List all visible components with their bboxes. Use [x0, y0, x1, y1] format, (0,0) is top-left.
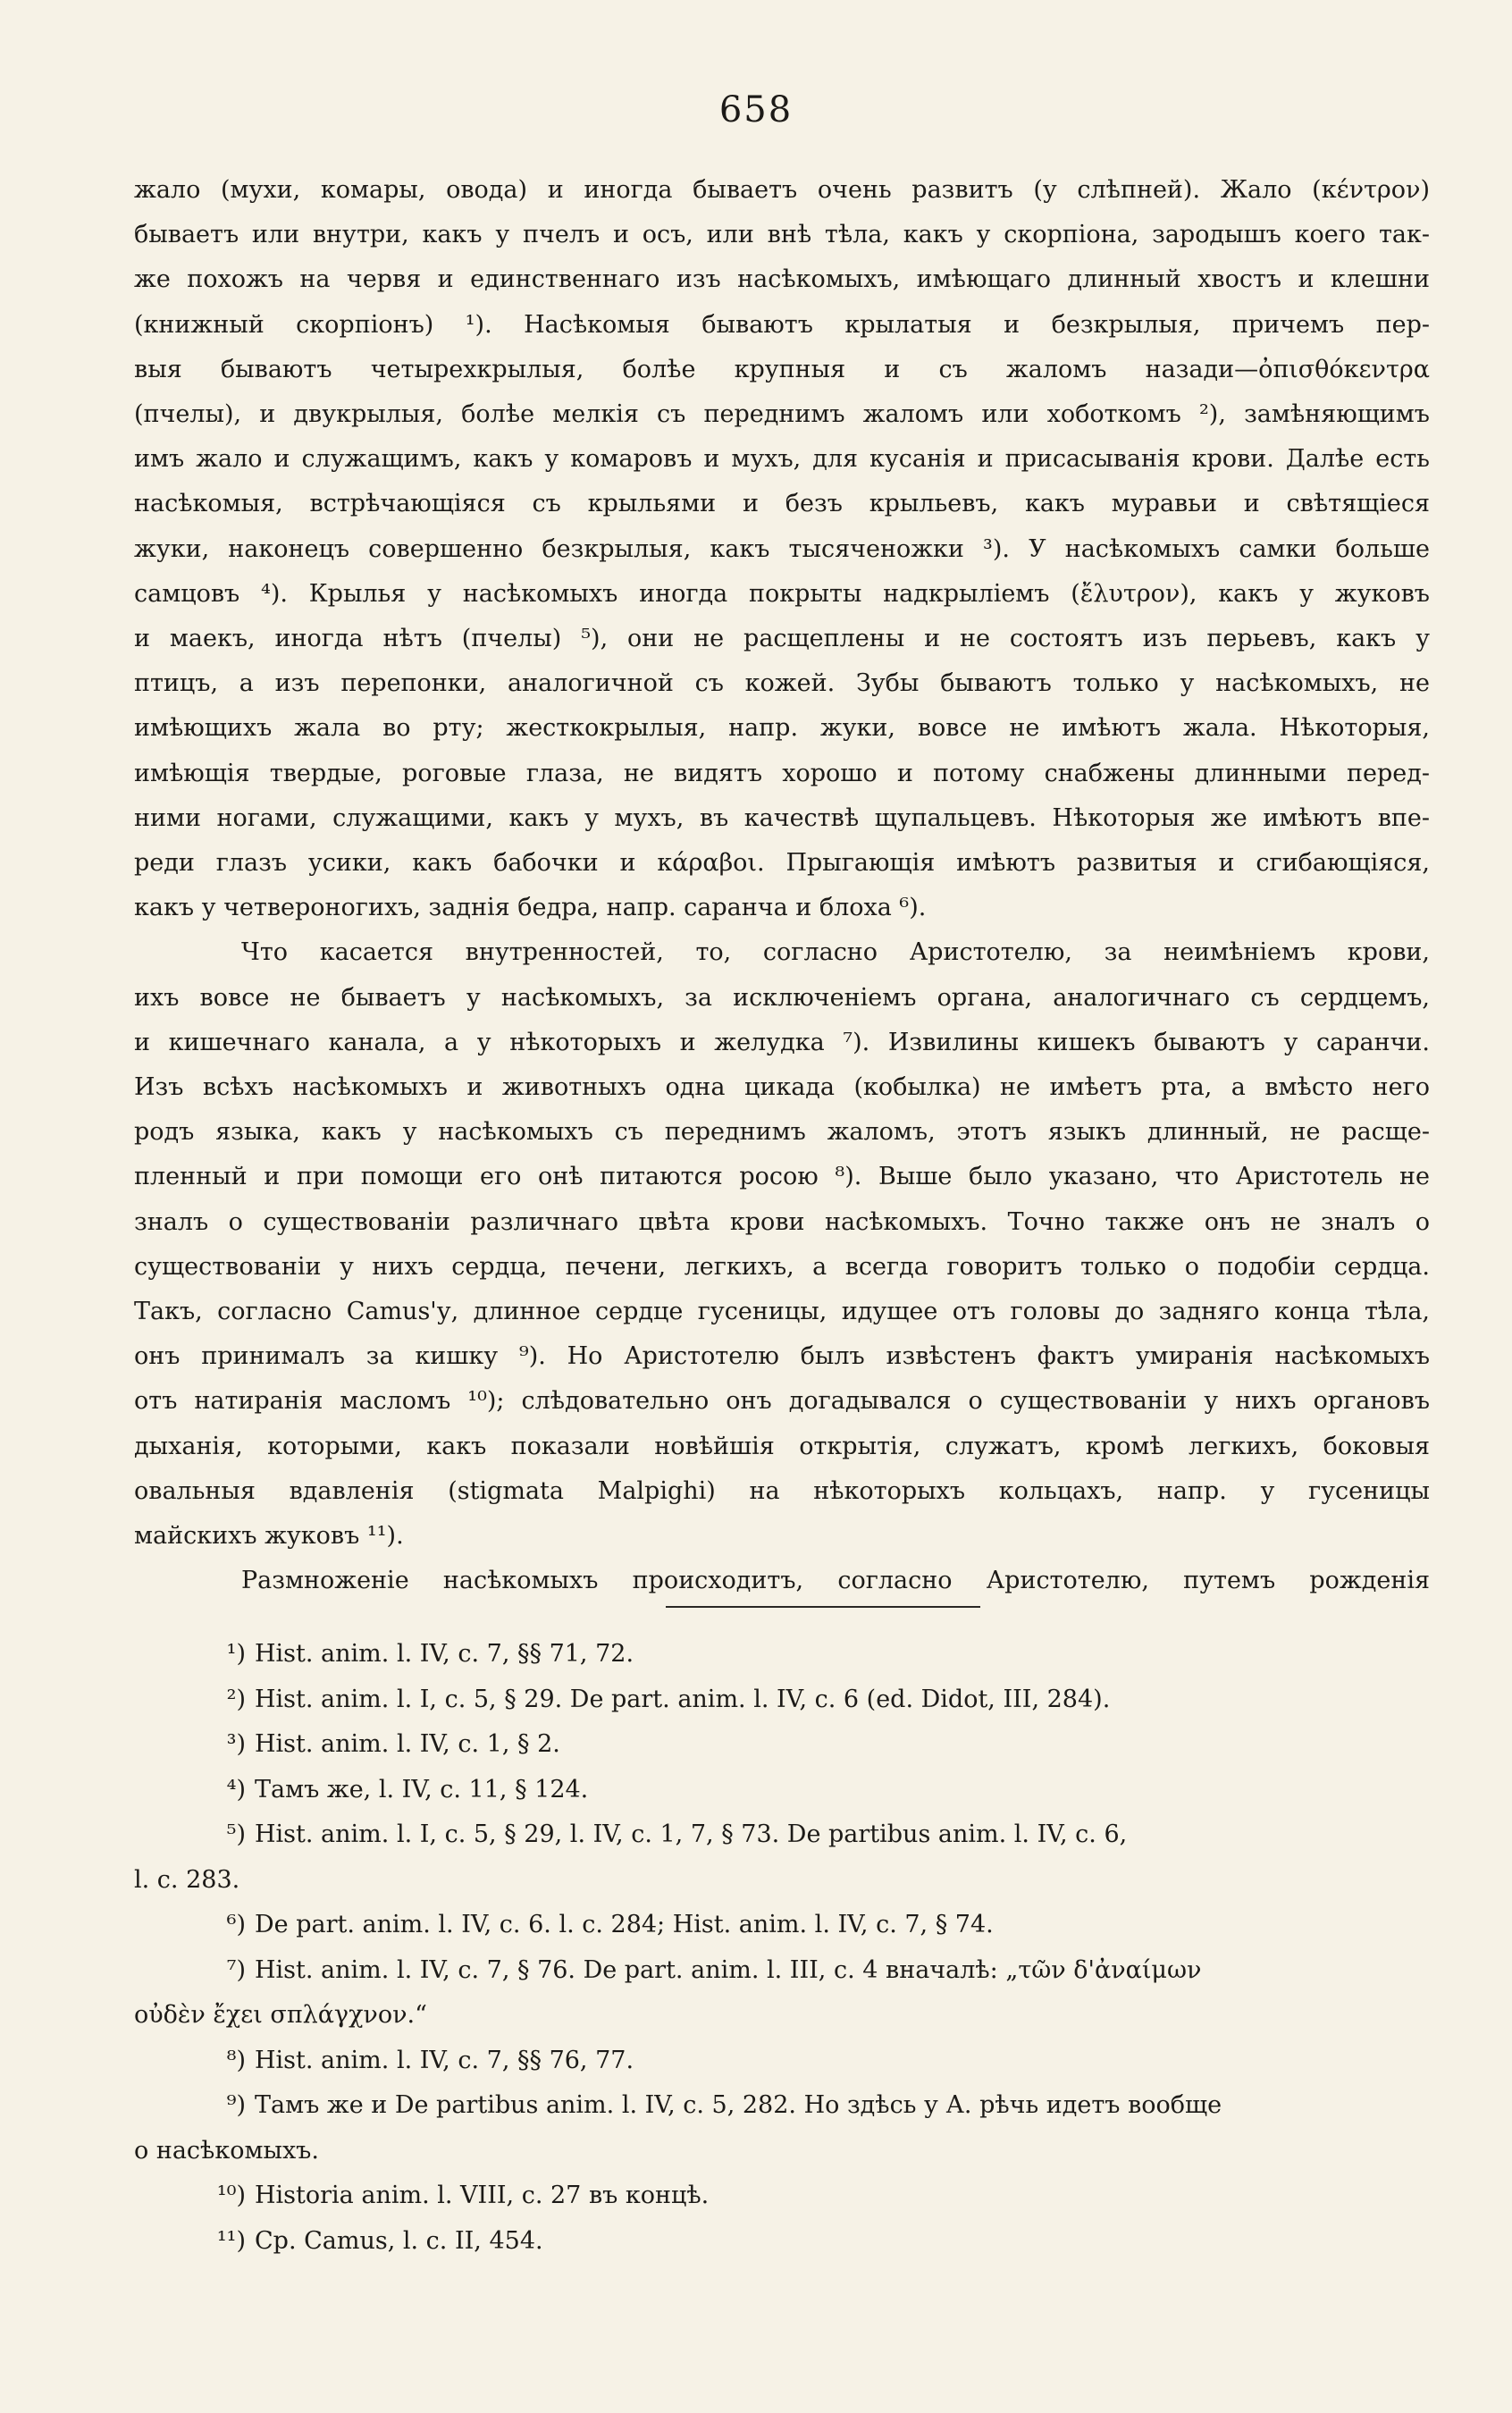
text-line: онъ принималъ за кишку ⁹). Но Аристотелю былъ извѣстенъ фактъ умиранія насѣкомыхъ [134, 1342, 1430, 1371]
text-line: какъ у четвероногихъ, заднія бедра, напр. саранча и блоха ⁶). [134, 894, 927, 922]
footnote [134, 1948, 1425, 2039]
text-line: выя бываютъ четырехкрылыя, болѣе крупныя и съ жаломъ назади—ὀπισθόκεντρα [134, 355, 1430, 383]
footnote-number: ⁹) [226, 2091, 246, 2119]
footnote [134, 2219, 1425, 2265]
main-text [134, 168, 1430, 1604]
text-line: же похожъ на червя и единственнаго изъ насѣкомыхъ, имѣющаго длинный хвостъ и клешни [134, 265, 1430, 294]
text-line: жало (мухи, комары, овода) и иногда бываетъ очень развитъ (у слѣпней). Жало (κέντρον) [134, 176, 1430, 204]
footnote-number: ⁵) [226, 1820, 246, 1848]
footnote-text: Hist. anim. l. I, c. 5, § 29. De part. anim. l. IV, c. 6 (ed. Didot, III, 284). [255, 1685, 1111, 1713]
footnote-text: Hist. anim. l. IV, c. 1, § 2. [255, 1730, 560, 1758]
footnote-continuation: οὐδὲν ἔχει σπλάγχνον.“ [134, 2001, 427, 2029]
footnote-number: ²) [226, 1685, 246, 1713]
text-line: дыханія, которыми, какъ показали новѣйшія открытія, служатъ, кромѣ легкихъ, боковыя [134, 1432, 1430, 1460]
footnote-continuation: о насѣкомыхъ. [134, 2136, 319, 2165]
text-line: ихъ вовсе не бываетъ у насѣкомыхъ, за исключеніемъ органа, аналогичнаго съ сердцемъ, [134, 983, 1430, 1012]
text-line: пленный и при помощи его онѣ питаются росою ⁸). Выше было указано, что Аристотель не [134, 1163, 1430, 1191]
text-line: родъ языка, какъ у насѣкомыхъ съ переднимъ жаломъ, этотъ языкъ длинный, не расще- [134, 1118, 1430, 1147]
text-line: (книжный скорпіонъ) ¹). Насѣкомыя бываютъ крылатыя и безкрылыя, причемъ пер- [134, 310, 1430, 339]
footnote-text: Hist. anim. l. I, c. 5, § 29, l. IV, c. 1, 7, § 73. De partibus anim. l. IV, c. 6, [255, 1820, 1128, 1848]
text-line: и кишечнаго канала, а у нѣкоторыхъ и желудка ⁷). Извилины кишекъ бываютъ у саранчи. [134, 1028, 1430, 1056]
text-line: жуки, наконецъ совершенно безкрылыя, какъ тысяченожки ³). У насѣкомыхъ самки больше [134, 534, 1430, 563]
text-line: Что касается внутренностей, то, согласно Аристотелю, за неимѣніемъ крови, [241, 938, 1430, 967]
footnote [134, 2039, 1425, 2084]
text-line: насѣкомыя, встрѣчающіяся съ крыльями и безъ крыльевъ, какъ муравьи и свѣтящіеся [134, 490, 1430, 518]
footnote-text: Historia anim. l. VIII, c. 27 въ концѣ. [255, 2182, 710, 2209]
text-line: и маекъ, иногда нѣтъ (пчелы) ⁵), они не расщеплены и не состоятъ изъ перьевъ, какъ у [134, 625, 1430, 653]
text-line: Изъ всѣхъ насѣкомыхъ и животныхъ одна цикада (кобылка) не имѣетъ рта, а вмѣсто него [134, 1073, 1430, 1102]
footnote-text: Тамъ же, l. IV, c. 11, § 124. [255, 1775, 589, 1803]
footnote-number: ⁴) [226, 1775, 246, 1803]
footnote [134, 1677, 1425, 1723]
footnote-number: ³) [226, 1730, 246, 1758]
text-line: зналъ о существованіи различнаго цвѣта крови насѣкомыхъ. Точно также онъ не зналъ о [134, 1207, 1430, 1236]
text-line: ними ногами, служащими, какъ у мухъ, въ качествѣ щупальцевъ. Нѣкоторыя же имѣютъ впе- [134, 803, 1430, 832]
footnote-divider [666, 1606, 980, 1608]
paragraph-3 [134, 1559, 1430, 1603]
text-line: овальныя вдавленія (stigmata Malpighi) на нѣкоторыхъ кольцахъ, напр. у гусеницы [134, 1476, 1430, 1505]
text-line: (пчелы), и двукрылыя, болѣе мелкія съ переднимъ жаломъ или хоботкомъ ²), замѣняющимъ [134, 400, 1430, 429]
text-line: птицъ, а изъ перепонки, аналогичной съ кожей. Зубы бываютъ только у насѣкомыхъ, не [134, 669, 1430, 698]
footnote-text: Hist. anim. l. IV, c. 7, §§ 76, 77. [255, 2046, 634, 2074]
footnote-text: Hist. anim. l. IV, c. 7, § 76. De part. anim. l. III, c. 4 вначалѣ: „τῶν δ'ἀναίμων [255, 1955, 1202, 1984]
text-line: имѣющихъ жала во рту; жесткокрылыя, напр. жуки, вовсе не имѣютъ жала. Нѣкоторыя, [134, 714, 1430, 743]
footnote [134, 1632, 1425, 1677]
text-line: Такъ, согласно Camus'у, длинное сердце гусеницы, идущее отъ головы до задняго конца тѣла, [134, 1298, 1430, 1326]
text-line: имѣющія твердые, роговые глаза, не видятъ хорошо и потому снабжены длинными перед- [134, 759, 1430, 787]
footnote-number: ⁷) [226, 1955, 246, 1984]
footnote [134, 2083, 1425, 2173]
text-line: Размноженіе насѣкомыхъ происходитъ, согласно Аристотелю, путемъ рожденія [241, 1567, 1430, 1595]
footnote-number: ⁶) [226, 1911, 246, 1938]
footnote-number: ¹⁰) [216, 2182, 246, 2209]
paragraph-2 [134, 930, 1430, 1559]
footnote-text: De part. anim. l. IV, c. 6. l. c. 284; Hist. anim. l. IV, c. 7, § 74. [255, 1911, 994, 1938]
footnotes [134, 1632, 1425, 2264]
footnote-number: ¹¹) [216, 2226, 246, 2255]
text-line: существованіи у нихъ сердца, печени, легкихъ, а всегда говоритъ только о подобіи сердца. [134, 1252, 1430, 1281]
footnote [134, 1812, 1425, 1903]
text-line: отъ натиранія масломъ ¹⁰); слѣдовательно онъ догадывался о существованіи у нихъ органовъ [134, 1387, 1430, 1416]
footnote-text: Ср. Camus, l. c. II, 454. [255, 2226, 543, 2255]
text-line: самцовъ ⁴). Крылья у насѣкомыхъ иногда покрыты надкрыліемъ (ἔλυτρον), какъ у жуковъ [134, 579, 1430, 608]
page-number: 658 [718, 89, 794, 130]
text-line: реди глазъ усики, какъ бабочки и κάραβοι. Прыгающія имѣютъ развитыя и сгибающіяся, [134, 849, 1430, 878]
text-line: майскихъ жуковъ ¹¹). [134, 1522, 404, 1551]
footnote [134, 1768, 1425, 1813]
footnote-text: Hist. anim. l. IV, c. 7, §§ 71, 72. [255, 1640, 634, 1668]
footnote-number: ⁸) [226, 2046, 246, 2074]
text-line: бываетъ или внутри, какъ у пчелъ и осъ, или внѣ тѣла, какъ у скорпіона, зародышъ коего так- [134, 221, 1430, 249]
footnote-text: Тамъ же и De partibus anim. l. IV, c. 5, 282. Но здѣсь у А. рѣчь идетъ вообще [255, 2091, 1222, 2119]
text-line: имъ жало и служащимъ, какъ у комаровъ и мухъ, для кусанія и присасыванія крови. Далѣе есть [134, 445, 1430, 474]
paragraph-1 [134, 168, 1430, 930]
footnote-number: ¹) [226, 1640, 246, 1668]
footnote [134, 2173, 1425, 2219]
footnote [134, 1903, 1425, 1948]
footnote-continuation: l. c. 283. [134, 1865, 240, 1894]
footnote [134, 1722, 1425, 1768]
